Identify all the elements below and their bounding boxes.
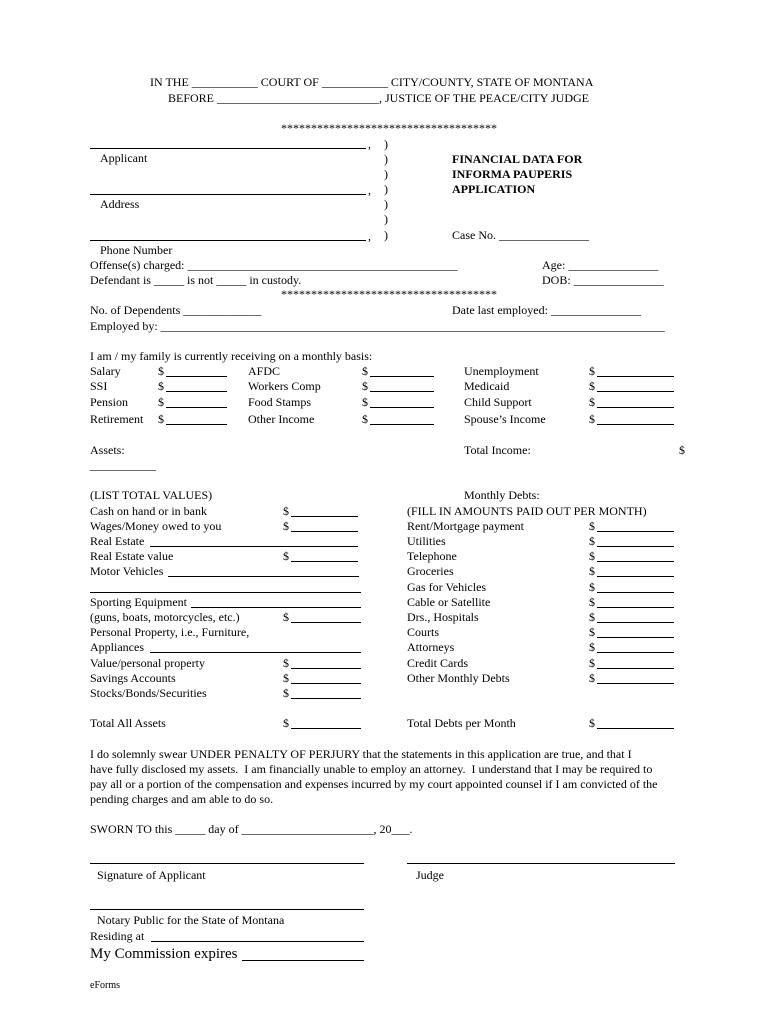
dollar-sign: $ bbox=[589, 640, 595, 654]
case-number-field[interactable]: Case No. _______________ bbox=[452, 228, 589, 242]
total-assets-label: Total All Assets bbox=[90, 716, 166, 730]
total-income-label: Total Income: bbox=[464, 443, 531, 457]
amount-line[interactable] bbox=[597, 607, 674, 608]
dollar-sign: $ bbox=[589, 564, 595, 578]
dollar-sign: $ bbox=[589, 534, 595, 548]
eforms-brand: eForms bbox=[90, 980, 120, 991]
comma: , bbox=[368, 137, 371, 151]
amount-line[interactable] bbox=[597, 668, 674, 669]
amount-line[interactable] bbox=[291, 622, 361, 623]
amount-line[interactable] bbox=[370, 424, 434, 425]
dollar-sign: $ bbox=[362, 379, 368, 393]
dollar-sign: $ bbox=[589, 412, 595, 426]
dollar-sign: $ bbox=[589, 716, 595, 730]
sworn-date-field[interactable]: SWORN TO this _____ day of ______________________, 20___. bbox=[90, 822, 413, 836]
asset-item: Appliances bbox=[90, 640, 144, 654]
asset-item: Stocks/Bonds/Securities bbox=[90, 686, 207, 700]
phone-label: Phone Number bbox=[100, 243, 173, 257]
paren: ) bbox=[384, 182, 388, 196]
employed-by-field[interactable]: Employed by: ____________________________________________________________________________________ bbox=[90, 319, 665, 333]
amount-line[interactable] bbox=[370, 376, 434, 377]
income-label: SSI bbox=[90, 379, 108, 393]
amount-line[interactable] bbox=[597, 576, 674, 577]
debts-heading: Monthly Debts: bbox=[464, 488, 540, 502]
commission-line[interactable] bbox=[242, 960, 364, 961]
amount-line[interactable] bbox=[597, 592, 674, 593]
debt-item: Attorneys bbox=[407, 640, 455, 654]
oath-line: have fully disclosed my assets. I am financially unable to employ an attorney. I understand that I may be required to bbox=[90, 762, 653, 776]
applicant-name-line[interactable] bbox=[90, 148, 366, 149]
total-debts-label: Total Debts per Month bbox=[407, 716, 516, 730]
income-label: Other Income bbox=[248, 412, 315, 426]
asset-item: Cash on hand or in bank bbox=[90, 504, 207, 518]
amount-line[interactable] bbox=[370, 407, 434, 408]
oath-line: pending charges and am able to do so. bbox=[90, 792, 274, 806]
amount-line[interactable] bbox=[597, 683, 674, 684]
amount-line[interactable] bbox=[166, 407, 227, 408]
residing-label: Residing at bbox=[90, 929, 145, 943]
dependents-field[interactable]: No. of Dependents _____________ bbox=[90, 303, 262, 317]
amount-line[interactable] bbox=[166, 391, 227, 392]
dollar-sign: $ bbox=[158, 395, 164, 409]
amount-line[interactable] bbox=[291, 668, 361, 669]
debt-item: Groceries bbox=[407, 564, 454, 578]
amount-line[interactable] bbox=[291, 698, 361, 699]
dollar-sign: $ bbox=[158, 379, 164, 393]
court-line: IN THE ___________ COURT OF ___________ CITY/COUNTY, STATE OF MONTANA bbox=[150, 75, 594, 89]
dollar-sign: $ bbox=[362, 395, 368, 409]
address-label: Address bbox=[100, 197, 140, 211]
commission-label: My Commission expires bbox=[90, 946, 238, 962]
debts-subheading: (FILL IN AMOUNTS PAID OUT PER MONTH) bbox=[407, 504, 647, 518]
dob-field[interactable]: DOB: _______________ bbox=[542, 273, 664, 287]
notary-signature-line[interactable] bbox=[90, 909, 364, 910]
assets-blank[interactable]: ___________ bbox=[90, 458, 156, 472]
income-label: Workers Comp bbox=[248, 379, 321, 393]
dollar-sign: $ bbox=[679, 443, 685, 457]
income-label: Food Stamps bbox=[248, 395, 312, 409]
debt-item: Gas for Vehicles bbox=[407, 580, 487, 594]
amount-line[interactable] bbox=[597, 622, 674, 623]
judge-signature-label: Judge bbox=[416, 868, 444, 882]
dollar-sign: $ bbox=[589, 379, 595, 393]
age-field[interactable]: Age: _______________ bbox=[542, 258, 659, 272]
amount-line[interactable] bbox=[597, 376, 674, 377]
paren: ) bbox=[384, 197, 388, 211]
sporting-equipment-line[interactable] bbox=[191, 607, 361, 608]
custody-field[interactable]: Defendant is _____ is not _____ in custody. bbox=[90, 273, 302, 287]
income-label: Pension bbox=[90, 395, 129, 409]
dollar-sign: $ bbox=[589, 519, 595, 533]
dollar-sign: $ bbox=[589, 671, 595, 685]
debt-item: Other Monthly Debts bbox=[407, 671, 510, 685]
amount-line[interactable] bbox=[597, 391, 674, 392]
amount-line[interactable] bbox=[291, 728, 361, 729]
asset-item: Value/personal property bbox=[90, 656, 205, 670]
amount-line[interactable] bbox=[291, 561, 358, 562]
amount-line[interactable] bbox=[597, 531, 674, 532]
assets-label: Assets: bbox=[90, 443, 125, 457]
income-intro: I am / my family is currently receiving on a monthly basis: bbox=[90, 349, 373, 363]
oath-line: pay all or a portion of the compensation and expenses incurred by my court appointed counsel if I am convicted of the bbox=[90, 777, 658, 791]
asset-item: Motor Vehicles bbox=[90, 564, 164, 578]
dollar-sign: $ bbox=[589, 595, 595, 609]
judge-line: BEFORE ___________________________, JUSTICE OF THE PEACE/CITY JUDGE bbox=[168, 91, 590, 105]
dollar-sign: $ bbox=[283, 686, 289, 700]
phone-line[interactable] bbox=[90, 240, 366, 241]
applicant-label: Applicant bbox=[100, 151, 148, 165]
applicant-signature-line[interactable] bbox=[90, 863, 364, 864]
asset-item: Real Estate value bbox=[90, 549, 174, 563]
amount-line[interactable] bbox=[597, 637, 674, 638]
dollar-sign: $ bbox=[283, 610, 289, 624]
asset-item: Sporting Equipment bbox=[90, 595, 187, 609]
paren: ) bbox=[384, 167, 388, 181]
date-last-employed-field[interactable]: Date last employed: _______________ bbox=[452, 303, 641, 317]
income-label: Unemployment bbox=[464, 364, 539, 378]
paren: ) bbox=[384, 137, 388, 151]
debt-item: Telephone bbox=[407, 549, 457, 563]
notary-label: Notary Public for the State of Montana bbox=[97, 913, 285, 927]
amount-line[interactable] bbox=[597, 424, 674, 425]
debt-item: Rent/Mortgage payment bbox=[407, 519, 524, 533]
debt-item: Cable or Satellite bbox=[407, 595, 491, 609]
dollar-sign: $ bbox=[283, 656, 289, 670]
income-label: Medicaid bbox=[464, 379, 510, 393]
paren: ) bbox=[384, 152, 388, 166]
dollar-sign: $ bbox=[589, 364, 595, 378]
amount-line[interactable] bbox=[597, 407, 674, 408]
amount-line[interactable] bbox=[597, 728, 674, 729]
assets-heading: (LIST TOTAL VALUES) bbox=[90, 488, 213, 502]
dollar-sign: $ bbox=[589, 610, 595, 624]
amount-line[interactable] bbox=[291, 531, 358, 532]
debt-item: Utilities bbox=[407, 534, 446, 548]
motor-vehicles-line[interactable] bbox=[90, 592, 361, 593]
income-label: Child Support bbox=[464, 395, 532, 409]
residing-line[interactable] bbox=[151, 941, 364, 942]
appliances-line[interactable] bbox=[150, 652, 361, 653]
dollar-sign: $ bbox=[362, 364, 368, 378]
form-title: APPLICATION bbox=[452, 182, 536, 196]
amount-line[interactable] bbox=[166, 424, 227, 425]
asset-item: (guns, boats, motorcycles, etc.) bbox=[90, 610, 240, 624]
amount-line[interactable] bbox=[166, 376, 227, 377]
separator-stars: ************************************ bbox=[281, 287, 497, 301]
dollar-sign: $ bbox=[283, 504, 289, 518]
dollar-sign: $ bbox=[283, 519, 289, 533]
dollar-sign: $ bbox=[283, 671, 289, 685]
applicant-signature-label: Signature of Applicant bbox=[97, 868, 206, 882]
amount-line[interactable] bbox=[291, 683, 361, 684]
dollar-sign: $ bbox=[589, 656, 595, 670]
dollar-sign: $ bbox=[589, 580, 595, 594]
motor-vehicles-line[interactable] bbox=[168, 576, 359, 577]
offenses-field[interactable]: Offense(s) charged: _____________________________________________ bbox=[90, 258, 458, 272]
comma: , bbox=[368, 183, 371, 197]
oath-line: I do solemnly swear UNDER PENALTY OF PERJURY that the statements in this application are true, and that I bbox=[90, 747, 632, 761]
dollar-sign: $ bbox=[589, 395, 595, 409]
amount-line[interactable] bbox=[597, 652, 674, 653]
dollar-sign: $ bbox=[158, 412, 164, 426]
amount-line[interactable] bbox=[370, 391, 434, 392]
income-label: AFDC bbox=[248, 364, 281, 378]
dollar-sign: $ bbox=[589, 625, 595, 639]
asset-item: Real Estate bbox=[90, 534, 145, 548]
asset-item: Wages/Money owed to you bbox=[90, 519, 222, 533]
debt-item: Credit Cards bbox=[407, 656, 468, 670]
debt-item: Drs., Hospitals bbox=[407, 610, 479, 624]
address-line[interactable] bbox=[90, 194, 366, 195]
asset-item: Personal Property, i.e., Furniture, bbox=[90, 625, 250, 639]
debt-item: Courts bbox=[407, 625, 440, 639]
amount-line[interactable] bbox=[597, 546, 674, 547]
dollar-sign: $ bbox=[283, 716, 289, 730]
dollar-sign: $ bbox=[158, 364, 164, 378]
judge-signature-line[interactable] bbox=[407, 863, 675, 864]
dollar-sign: $ bbox=[362, 412, 368, 426]
income-label: Salary bbox=[90, 364, 121, 378]
dollar-sign: $ bbox=[283, 549, 289, 563]
comma: , bbox=[368, 229, 371, 243]
form-title: INFORMA PAUPERIS bbox=[452, 167, 573, 181]
separator-stars: ************************************ bbox=[281, 121, 497, 135]
income-label: Spouse’s Income bbox=[464, 412, 546, 426]
amount-line[interactable] bbox=[597, 561, 674, 562]
asset-item: Savings Accounts bbox=[90, 671, 176, 685]
form-title: FINANCIAL DATA FOR bbox=[452, 152, 583, 166]
dollar-sign: $ bbox=[589, 549, 595, 563]
paren: ) bbox=[384, 228, 388, 242]
real-estate-line[interactable] bbox=[150, 546, 358, 547]
paren: ) bbox=[384, 212, 388, 226]
amount-line[interactable] bbox=[291, 516, 358, 517]
income-label: Retirement bbox=[90, 412, 144, 426]
